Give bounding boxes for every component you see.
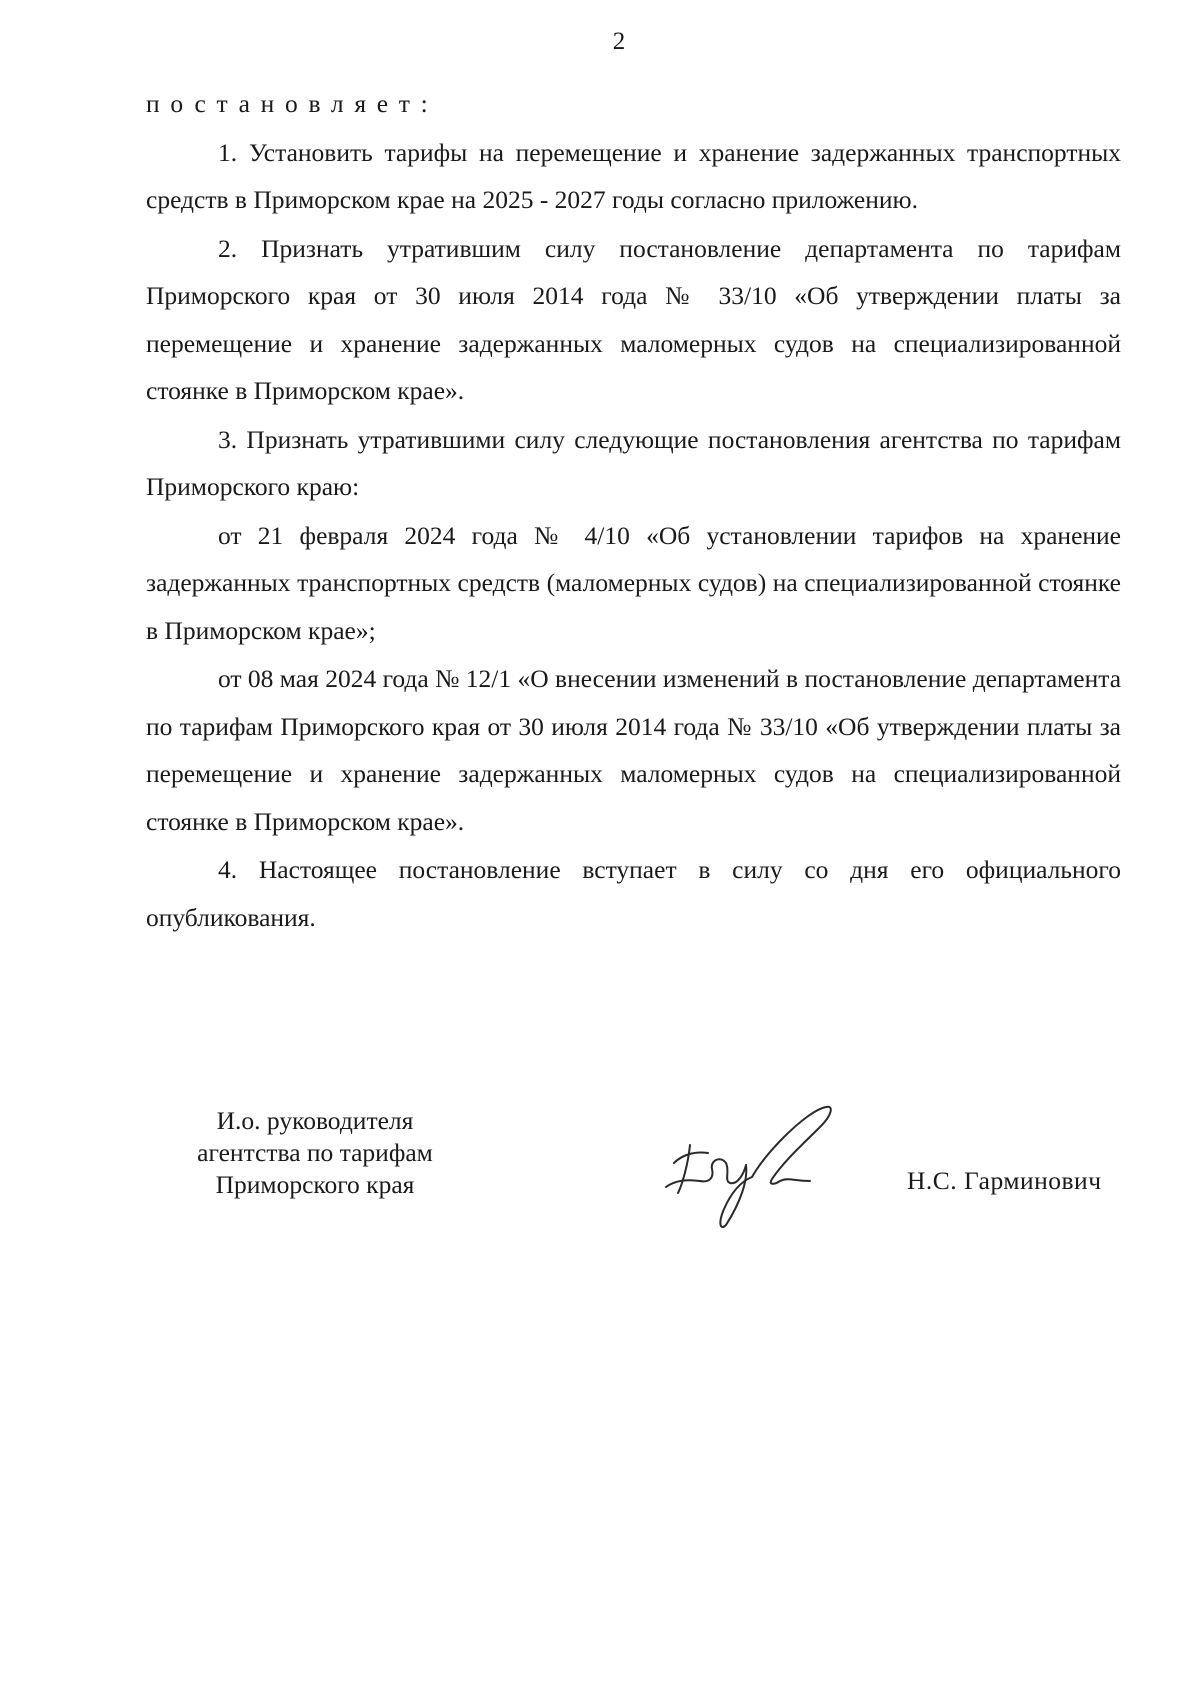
- signer-position: [170, 1105, 460, 1201]
- signer-position-line-3: Приморского края: [215, 1170, 415, 1199]
- signer-name: Н.С. Гарминович: [907, 1166, 1102, 1195]
- document-body: [146, 80, 1121, 942]
- paragraph-subitem-1: от 21 февраля 2024 года № 4/10 «Об установлении тарифов на хранение задержанных транспортных средств (маломерных судов) на специализированной стоянке в Приморском крае»;: [146, 520, 1121, 645]
- signer-position-line-1: И.о. руководителя: [216, 1106, 414, 1135]
- resolves-heading: постановляет:: [146, 89, 439, 118]
- paragraph-item-1: 1. Установить тарифы на перемещение и хранение задержанных транспортных средств в Приморском крае на 2025 - 2027 годы согласно приложению.: [146, 137, 1121, 214]
- paragraph-subitem-2: от 08 мая 2024 года № 12/1 «О внесении изменений в постановление департамента по тарифам Приморского края от 30 июля 2014 года № 33/10 «Об утверждении платы за перемещение и хранение задержанных маломерных судов на специализированной стоянке в Приморском крае».: [146, 664, 1122, 836]
- paragraph-item-4: 4. Настоящее постановление вступает в силу со дня его официального опубликования.: [146, 855, 1121, 932]
- paragraph-item-3: 3. Признать утратившими силу следующие постановления агентства по тарифам Приморского краю:: [146, 424, 1121, 501]
- signer-position-line-2: агентства по тарифам: [197, 1138, 433, 1167]
- paragraph-item-2: 2. Признать утратившим силу постановление департамента по тарифам Приморского края от 30 июля 2014 года № 33/10 «Об утверждении платы за перемещение и хранение задержанных маломерных судов на специализированной стоянке в Приморском крае».: [146, 233, 1121, 405]
- page-number: 2: [612, 28, 626, 55]
- handwritten-signature: [660, 1085, 860, 1235]
